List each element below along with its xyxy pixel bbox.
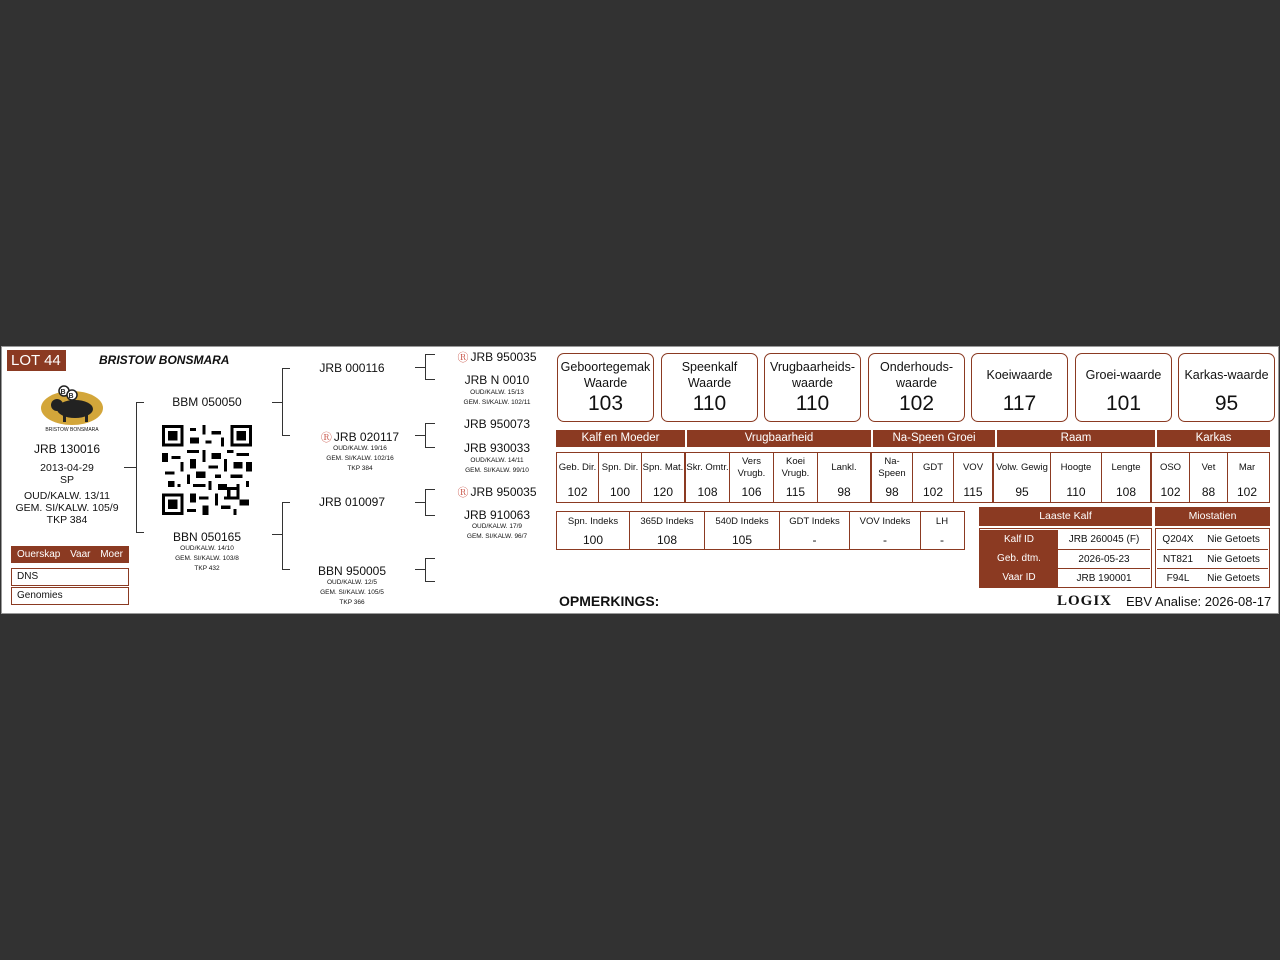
- animal-tkp: TKP 384: [46, 514, 88, 526]
- index-cell: [557, 512, 630, 549]
- ownership-genomics: Genomies: [11, 587, 129, 605]
- myostatin-value: Nie Getoets: [1207, 554, 1260, 565]
- ownership-header-sire: Vaar: [70, 549, 91, 560]
- remarks-label: OPMERKINGS:: [559, 593, 660, 609]
- big-value-box: [557, 353, 654, 422]
- bull-logo-icon: [39, 383, 105, 427]
- last-calf-title: Laaste Kalf: [979, 507, 1152, 526]
- myostatin-key: NT821: [1162, 554, 1193, 565]
- myostatin-row: [1157, 549, 1268, 568]
- ebv-cell: [1152, 453, 1190, 502]
- animal-oud-kalw: OUD/KALW. 13/11: [24, 490, 110, 502]
- big-value: 103: [587, 392, 624, 415]
- index-cell: [630, 512, 705, 549]
- big-value-label: Groei-waarde: [1085, 368, 1162, 382]
- big-value: 101: [1105, 392, 1142, 415]
- ssd-gem-si-kalw: GEM. SI/KALW. 102/11: [463, 399, 531, 406]
- ssd-id: JRB N 0010: [464, 373, 530, 387]
- last-calf-key: Geb. dtm.: [980, 549, 1058, 568]
- ebv-cell: [994, 453, 1051, 502]
- index-value: -: [940, 533, 944, 547]
- ebv-value: 120: [652, 485, 674, 499]
- ebv-header: Vers Vrugb.: [737, 456, 766, 479]
- index-header: GDT Indeks: [789, 516, 840, 527]
- dss-id: [442, 484, 552, 500]
- last-calf-value: JRB 260045 (F): [1068, 534, 1140, 545]
- last-calf-value: 2026-05-23: [1058, 549, 1150, 568]
- ebv-header: Volw. Gewig: [996, 462, 1048, 473]
- dam-dam-id: BBN 950005: [317, 564, 387, 578]
- sire-dam-gem-si-kalw: GEM. SI/KALW. 102/16: [326, 455, 394, 462]
- sire-dam-oud-kalw: OUD/KALW. 19/16: [333, 445, 387, 452]
- ebv-cell: [686, 453, 730, 502]
- ebv-value: 102: [1236, 485, 1258, 499]
- ebv-cell: [599, 453, 642, 502]
- ebv-value: 100: [609, 485, 631, 499]
- ebv-cell: [1228, 453, 1266, 502]
- registered-mark-icon: Ⓡ: [320, 432, 332, 444]
- group-header: Raam: [997, 430, 1155, 447]
- ebv-header: Lengte: [1111, 462, 1141, 473]
- animal-sp: SP: [59, 474, 74, 486]
- index-value: 108: [656, 533, 678, 547]
- ebv-cell: [774, 453, 818, 502]
- dsd-id: JRB 910063: [463, 508, 531, 522]
- lot-badge: LOT 44: [7, 350, 66, 371]
- ebv-value: 95: [1015, 485, 1029, 499]
- big-value-box: [764, 353, 861, 422]
- ebv-cell: [1102, 453, 1152, 502]
- ebv-header: Geb. Dir.: [558, 462, 597, 473]
- registered-mark-icon: Ⓡ: [457, 487, 469, 499]
- index-table: [556, 511, 965, 550]
- ebv-cell: [730, 453, 774, 502]
- ebv-header: OSO: [1159, 462, 1182, 473]
- sds-id: JRB 950073: [463, 417, 531, 431]
- sdd-oud-kalw: OUD/KALW. 14/11: [470, 457, 524, 464]
- ebv-analysis-date: EBV Analise: 2026-08-17: [1126, 594, 1272, 609]
- ebv-header: Spn. Mat.: [642, 462, 684, 473]
- ebv-value: 102: [567, 485, 588, 499]
- ebv-value: 88: [1201, 485, 1216, 499]
- dam-tkp: TKP 432: [194, 565, 220, 572]
- ebv-header: Na-Speen: [878, 456, 906, 479]
- index-value: -: [812, 533, 817, 547]
- ebv-value: 115: [963, 485, 983, 499]
- dam-dam-oud-kalw: OUD/KALW. 12/5: [326, 579, 378, 586]
- registered-mark-icon: Ⓡ: [457, 352, 469, 364]
- sdd-gem-si-kalw: GEM. SI/KALW. 99/10: [465, 467, 529, 474]
- index-header: 540D Indeks: [715, 516, 769, 527]
- ebv-value: 106: [741, 485, 762, 499]
- index-cell: [780, 512, 850, 549]
- big-value-box: [868, 353, 965, 422]
- big-value-box: [1178, 353, 1275, 422]
- ebv-value: 110: [1066, 485, 1086, 499]
- big-value: 102: [898, 392, 935, 415]
- sire-dam-id-text: JRB 020117: [333, 430, 400, 444]
- brand-name: BRISTOW BONSMARA: [99, 353, 230, 367]
- ebv-value: 98: [885, 485, 899, 499]
- ownership-header-label: Ouerskap: [17, 549, 61, 560]
- sire-sire-id: JRB 000116: [319, 361, 385, 375]
- ebv-cell: [1051, 453, 1102, 502]
- last-calf-value: JRB 190001: [1058, 568, 1150, 587]
- ssd-oud-kalw: OUD/KALW. 15/13: [470, 389, 524, 396]
- index-value: -: [883, 533, 887, 547]
- big-value-box: [971, 353, 1068, 422]
- ebv-value: 98: [837, 485, 851, 499]
- big-value-label: Geboortegemak Waarde: [560, 360, 651, 390]
- ebv-value: 102: [1160, 485, 1181, 499]
- ebv-header: Mar: [1238, 462, 1256, 473]
- myostatin-key: F94L: [1166, 573, 1190, 584]
- ownership-dns: DNS: [11, 568, 129, 586]
- index-cell: [705, 512, 780, 549]
- big-value-box: [661, 353, 758, 422]
- dss-id-text: JRB 950035: [470, 485, 537, 499]
- ebv-cell: [557, 453, 599, 502]
- ebv-cell: [642, 453, 686, 502]
- ebv-cell: [954, 453, 994, 502]
- index-value: 105: [731, 533, 753, 547]
- ownership-header-dam: Moer: [100, 549, 123, 560]
- index-header: Spn. Indeks: [567, 516, 619, 527]
- index-cell: [850, 512, 921, 549]
- ebv-cell: [818, 453, 872, 502]
- svg-text:B: B: [68, 393, 74, 400]
- index-header: LH: [935, 516, 949, 527]
- dam-sire-id: JRB 010097: [318, 495, 386, 509]
- sire-id: BBM 050050: [172, 395, 242, 409]
- ebv-value: 108: [697, 485, 718, 499]
- ebv-value: 115: [785, 485, 806, 499]
- big-value-label: Vrugbaarheids-waarde: [769, 360, 855, 390]
- dam-gem-si-kalw: GEM. SI/KALW. 103/8: [175, 555, 239, 562]
- myostatin-title: Miostatien: [1155, 507, 1270, 526]
- big-value: 110: [692, 392, 727, 415]
- index-header: VOV Indeks: [859, 516, 911, 527]
- big-value: 95: [1214, 392, 1239, 415]
- big-value-label: Koeiwaarde: [986, 368, 1053, 382]
- dsd-gem-si-kalw: GEM. SI/KALW. 96/7: [466, 533, 528, 540]
- svg-text:B: B: [60, 389, 66, 396]
- sire-dam-id: [305, 429, 415, 445]
- ebv-cell: [1190, 453, 1228, 502]
- qr-code: [162, 425, 252, 515]
- dam-id: BBN 050165: [172, 530, 242, 544]
- group-header: Na-Speen Groei: [873, 430, 995, 447]
- sdd-id: JRB 930033: [463, 441, 531, 455]
- myostatin-key: Q204X: [1162, 534, 1194, 545]
- ebv-header: Spn. Dir.: [601, 462, 639, 473]
- big-value: 110: [795, 392, 830, 415]
- animal-card: [1, 346, 1279, 614]
- group-header: Vrugbaarheid: [687, 430, 871, 447]
- myostatin-row: [1157, 568, 1268, 587]
- myostatin-value: Nie Getoets: [1207, 534, 1260, 545]
- ebv-header: Lankl.: [831, 462, 857, 473]
- ebv-cell: [872, 453, 913, 502]
- animal-id: JRB 130016: [33, 442, 101, 456]
- dam-dam-tkp: TKP 366: [339, 599, 365, 606]
- ebv-value: 108: [1115, 485, 1137, 499]
- sire-dam-tkp: TKP 384: [347, 465, 373, 472]
- sss-id-text: JRB 950035: [470, 350, 537, 364]
- index-value: 100: [582, 533, 604, 547]
- last-calf-key: Kalf ID: [980, 530, 1058, 549]
- big-value: 117: [1002, 392, 1037, 415]
- big-value-label: Karkas-waarde: [1184, 368, 1269, 382]
- animal-gem-si-kalw: GEM. SI/KALW. 105/9: [15, 502, 119, 514]
- index-cell: [921, 512, 963, 549]
- ebv-header: Koei Vrugb.: [781, 456, 810, 479]
- ebv-header: Vet: [1201, 462, 1216, 473]
- last-calf-key: Vaar ID: [980, 568, 1058, 587]
- logix-logo: LOGIX: [1057, 593, 1113, 609]
- myostatin-value: Nie Getoets: [1207, 573, 1260, 584]
- ebv-header: VOV: [962, 462, 984, 473]
- big-value-label: Onderhouds-waarde: [880, 360, 953, 390]
- index-header: 365D Indeks: [640, 516, 694, 527]
- big-value-box: [1075, 353, 1172, 422]
- group-header: Kalf en Moeder: [556, 430, 685, 447]
- group-header: Karkas: [1157, 430, 1270, 447]
- ebv-cell: [913, 453, 954, 502]
- ownership-header: [11, 546, 129, 563]
- ebv-header: Hoogte: [1060, 462, 1092, 473]
- animal-dob: 2013-04-29: [40, 462, 94, 474]
- dam-dam-gem-si-kalw: GEM. SI/KALW. 105/5: [320, 589, 384, 596]
- ebv-value: 102: [922, 485, 944, 499]
- logo-caption: BRISTOW BONSMARA: [45, 427, 99, 433]
- big-value-label: Speenkalf Waarde: [681, 360, 738, 390]
- dam-oud-kalw: OUD/KALW. 14/10: [180, 545, 234, 552]
- sss-id: [442, 349, 552, 365]
- ebv-header: GDT: [922, 462, 944, 473]
- dsd-oud-kalw: OUD/KALW. 17/9: [471, 523, 523, 530]
- ebv-table: [556, 452, 1270, 503]
- ebv-header: Skr. Omtr.: [686, 462, 729, 473]
